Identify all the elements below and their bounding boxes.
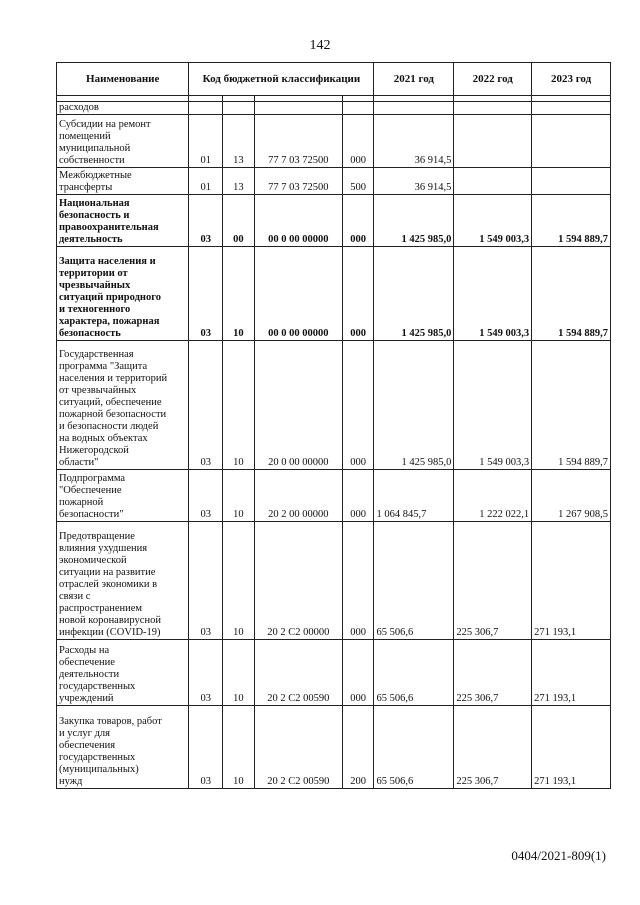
header-2021: 2021 год (374, 63, 454, 96)
value-2023: 1 594 889,7 (532, 247, 611, 341)
expense-type-code: 500 (342, 168, 374, 195)
value-2021: 1 425 985,0 (374, 247, 454, 341)
expense-type-code: 000 (342, 115, 374, 168)
row-name: Расходы на обеспечение деятельности государственных учреждений (57, 640, 189, 706)
target-article-code: 20 0 00 00000 (254, 341, 342, 470)
target-article-code: 77 7 03 72500 (254, 115, 342, 168)
table-row (57, 522, 611, 640)
row-name: Закупка товаров, работ и услуг для обеспечения государственных (муниципальных) нужд (57, 706, 189, 789)
value-2023: 1 594 889,7 (532, 341, 611, 470)
target-article-code: 20 2 C2 00000 (254, 522, 342, 640)
value-2022 (454, 102, 532, 115)
header-2023: 2023 год (532, 63, 611, 96)
table-header-row (57, 63, 611, 96)
row-name: расходов (57, 102, 189, 115)
value-2023 (532, 168, 611, 195)
value-2021: 36 914,5 (374, 115, 454, 168)
subsection-code: 00 (223, 195, 255, 247)
value-2022: 225 306,7 (454, 640, 532, 706)
value-2023: 271 193,1 (532, 706, 611, 789)
value-2021: 36 914,5 (374, 168, 454, 195)
row-name: Национальная безопасность и правоохранительная деятельность (57, 195, 189, 247)
row-name: Субсидии на ремонт помещений муниципальной собственности (57, 115, 189, 168)
row-name: Предотвращение влияния ухудшения экономической ситуации на развитие отраслей экономики в связи с распространением новой коронавирусной инфекции (COVID-19) (57, 522, 189, 640)
value-2023: 271 193,1 (532, 640, 611, 706)
value-2022: 1 549 003,3 (454, 195, 532, 247)
value-2021: 65 506,6 (374, 640, 454, 706)
document-code: 0404/2021-809(1) (511, 848, 606, 863)
section-code: 03 (189, 247, 223, 341)
value-2022 (454, 168, 532, 195)
subsection-code: 10 (223, 640, 255, 706)
value-2022: 225 306,7 (454, 522, 532, 640)
expense-type-code: 000 (342, 640, 374, 706)
value-2021: 1 425 985,0 (374, 195, 454, 247)
table-row (57, 640, 611, 706)
subsection-code: 10 (223, 470, 255, 522)
value-2023: 1 267 908,5 (532, 470, 611, 522)
expense-type-code: 000 (342, 195, 374, 247)
section-code: 03 (189, 640, 223, 706)
target-article-code: 77 7 03 72500 (254, 168, 342, 195)
value-2021 (374, 102, 454, 115)
value-2023: 271 193,1 (532, 522, 611, 640)
expense-type-code: 000 (342, 470, 374, 522)
target-article-code (254, 102, 342, 115)
value-2021: 1 425 985,0 (374, 341, 454, 470)
page-number: 142 (309, 38, 331, 53)
subsection-code: 10 (223, 341, 255, 470)
row-name: Защита населения и территории от чрезвычайных ситуаций природного и техногенного характера, пожарная безопасность (57, 247, 189, 341)
value-2021: 1 064 845,7 (374, 470, 454, 522)
subsection-code: 10 (223, 522, 255, 640)
expense-type-code: 000 (342, 522, 374, 640)
subsection-code: 10 (223, 247, 255, 341)
target-article-code: 20 2 00 00000 (254, 470, 342, 522)
header-name: Наименование (57, 63, 189, 96)
section-code: 03 (189, 522, 223, 640)
row-name: Государственная программа "Защита населения и территорий от чрезвычайных ситуаций, обеспечение пожарной безопасности и безопасности людей на водных объектах Нижегородской области" (57, 341, 189, 470)
table-row (57, 706, 611, 789)
table-row (57, 341, 611, 470)
value-2022: 1 222 022,1 (454, 470, 532, 522)
header-code: Код бюджетной классификации (189, 63, 374, 96)
section-code: 03 (189, 706, 223, 789)
value-2023 (532, 102, 611, 115)
target-article-code: 20 2 C2 00590 (254, 640, 342, 706)
expense-type-code (342, 102, 374, 115)
expense-type-code: 000 (342, 341, 374, 470)
table-row (57, 115, 611, 168)
section-code: 03 (189, 470, 223, 522)
header-2022: 2022 год (454, 63, 532, 96)
value-2022: 225 306,7 (454, 706, 532, 789)
subsection-code: 13 (223, 115, 255, 168)
section-code (189, 102, 223, 115)
subsection-code: 13 (223, 168, 255, 195)
budget-table (56, 62, 611, 789)
table-row (57, 470, 611, 522)
row-name: Подпрограмма "Обеспечение пожарной безопасности" (57, 470, 189, 522)
row-name: Межбюджетные трансферты (57, 168, 189, 195)
section-code: 01 (189, 115, 223, 168)
section-code: 01 (189, 168, 223, 195)
value-2022: 1 549 003,3 (454, 341, 532, 470)
value-2023: 1 594 889,7 (532, 195, 611, 247)
section-code: 03 (189, 195, 223, 247)
table-row (57, 102, 611, 115)
table-row (57, 168, 611, 195)
expense-type-code: 000 (342, 247, 374, 341)
subsection-code (223, 102, 255, 115)
expense-type-code: 200 (342, 706, 374, 789)
value-2022: 1 549 003,3 (454, 247, 532, 341)
value-2022 (454, 115, 532, 168)
section-code: 03 (189, 341, 223, 470)
target-article-code: 00 0 00 00000 (254, 195, 342, 247)
target-article-code: 00 0 00 00000 (254, 247, 342, 341)
value-2021: 65 506,6 (374, 522, 454, 640)
table-row (57, 247, 611, 341)
value-2023 (532, 115, 611, 168)
target-article-code: 20 2 C2 00590 (254, 706, 342, 789)
subsection-code: 10 (223, 706, 255, 789)
table-row (57, 195, 611, 247)
value-2021: 65 506,6 (374, 706, 454, 789)
